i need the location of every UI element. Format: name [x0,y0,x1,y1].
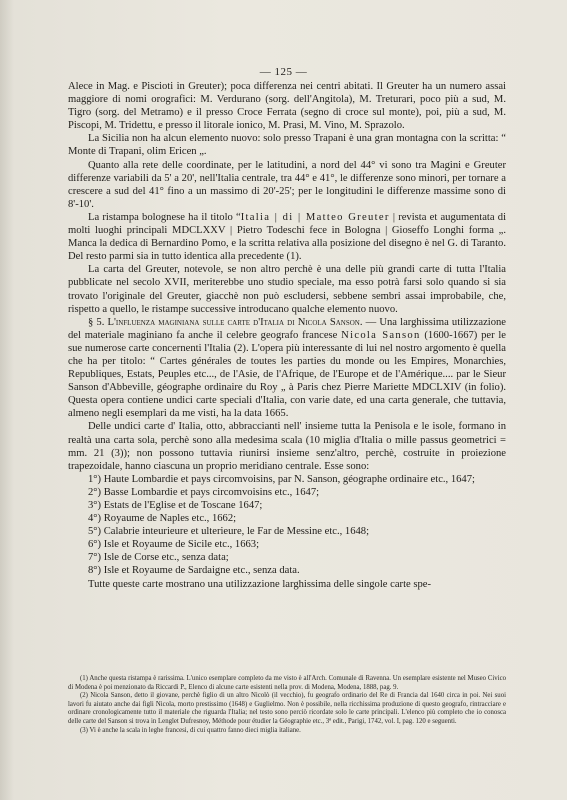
paragraph: Quanto alla rete delle coordinate, per le latitudini, a nord del 44° vi sono tra Magini e Greuter differenze variabili da 5' a 20', nell'Italia centrale, tra 44° e 41°, le differenze sono minori, per tornare a crescere a sud del 41° fino a un massimo di 20'-25'; per le longitudini le differenze massime sono di 8'-10'. [68,159,506,210]
paragraph [68,211,506,263]
footnote: (1) Anche questa ristampa è rarissima. L'unico esemplare completo da me visto è all'Arch. Comunale di Ravenna. Un esemplare esistente nel Museo Civico di Modena è poi menzionato da Riccardi P., Elenco di alcune carte esistenti nella prov. di Modena, Modena, 1888, pag. 9. [68,675,506,691]
list-item: 3°) Estats de l'Eglise et de Toscane 1647; [88,500,263,511]
page-number: — 125 — [259,66,308,78]
paragraph: Tutte queste carte mostrano una utilizzazione larghissima delle singole carte spe- [88,578,432,590]
spaced-name: Nicola Sanson [341,329,421,341]
paragraph: La Sicilia non ha alcun elemento nuovo: solo presso Trapani è una gran montagna con la scritta: “ Monte di Trapani, olim Ericen „. [68,133,506,158]
footnotes [68,675,506,735]
text-run: La ristampa bolognese ha il titolo “ [88,211,241,223]
footnote: (3) Vi è anche la scala in leghe francesi, di cui quattro fanno dieci miglia italiane. [80,726,301,734]
list-item: 8°) Isle et Royaume de Sardaigne etc., senza data. [88,565,300,577]
footnote: (2) Nicola Sanson, detto il giovane, perchè figlio di un altro Nicolò (il vecchio), fu geografo ordinario del Re di Francia dal 1640 circa in poi. Nei suoi lavori fu aiutato anche dai figli Nicola, morto prestissimo (1648) e Guglielmo. Non è possibile, nella ricchissima produzione di questo geografo, rintracciare e ordinare cronologicamente tutto il materiale che riguarda l'Italia; nel testo sono perciò ricordate solo le carte principali. L'elenco più completo che io conosca delle carte del Sanson si trova in Lenglet Dufresnoy, Méthode pour étudier la Géographie etc., 3ª edit., Parigi, 1742, vol. I, pag. 120 e seguenti. [68,692,506,725]
paragraph [68,316,506,421]
list-item: 1°) Haute Lombardie et pays circomvoisins, par N. Sanson, géographe ordinaire etc., 1647; [88,473,475,485]
list-item: 2°) Basse Lombardie et pays circomvoisins etc., 1647; [88,486,320,498]
list-item: 6°) Isle et Royaume de Sicile etc., 1663; [88,539,260,551]
text-run: — Una larghissima utilizzazione del materiale maginiano fa anche il celebre geografo francese [68,316,507,341]
paragraph: Alece in Mag. e Piscioti in Greuter); poca differenza nei centri abitati. Il Greuter ha un numero assai maggiore di nomi orografici: M. Verdurano (sorg. dell'Angitola), M. Treturari, poco più a sud, M. Tigro (sorg. del Metramo) e il presso Croce Ferrata (segno di croce sul monte), poi, più a sud, M. Piscopi, M. Tridettu, e presso il litorale ionico, M. Prasi, M. Vino, M. Sprazolo. [68,81,506,132]
list-item: 5°) Calabrie inteurieure et ulterieure, le Far de Messine etc., 1648; [88,526,370,538]
section-heading: § 5. L'influenza maginiana sulle carte d'Italia di Nicola Sanson. [88,316,363,328]
text-run: | revista et augumentata di molti luoghi principali MDCLXXV | Pietro Todeschi fece in Bologna | Gioseffo Longhi forma „. Manca la dedica di Bernardino Pomo, e la scritta relativa alla posizione del disegno è nel G. di Taranto. Del resto parmi sia in tutto identica alla precedente (1). [68,211,507,263]
map-list [68,473,506,578]
paragraph: La carta del Greuter, notevole, se non altro perchè è una delle più grandi carte di tutta l'Italia pubblicate nel secolo XVII, meriterebbe uno studio speciale, ma esso potrà farsi solo quando si sia trovato l'originale del Greuter, giacchè non può escludersi, sebbene sembri assai improbabile, che, rispetto a quello, le ristampe successive introducano qualche elemento nuovo. [68,264,506,315]
list-item: 4°) Royaume de Naples etc., 1662; [88,513,237,525]
text-run: (1600-1667) per le sue numerose carte concernenti l'Italia (2). L'opera più interessante di lui nel nostro argomento è quella che ha per titolo: “ Cartes générales de toutes les parties du monde ou les Empires, Monarchies, Republiques, Estats, Peuples etc..., de l'Asie, de l'Afrique, de l'Europe et de l'Amérique.... par le Sieur Sanson d'Abbeville, géographe ordinaire du Roy „ à Paris chez Pierre Mariette MDCLXIV (in folio). Questa opera contiene undici carte speciali d'Italia, con varie date, ed una carta generale, che tuttavia, almeno negli esemplari da me visti, ha la data 1665. [68,329,506,420]
spaced-title: Italia | di | Matteo Greuter [240,211,390,223]
paragraph: Delle undici carte d' Italia, otto, abbraccianti nell' insieme tutta la Penisola e le isole, formano in realtà una carta sola, perchè sono alla medesima scala (10 miglia d'Italia o mille passus geometrici = mm. 21 (3)); non possono tuttavia riunirsi insieme senz'altro, perchè, costruite in proiezione trapezoidale, hanno ciascuna un proprio meridiano centrale. Esse sono: [68,421,506,472]
body-text [68,80,506,591]
list-item: 7°) Isle de Corse etc., senza data; [88,552,229,564]
